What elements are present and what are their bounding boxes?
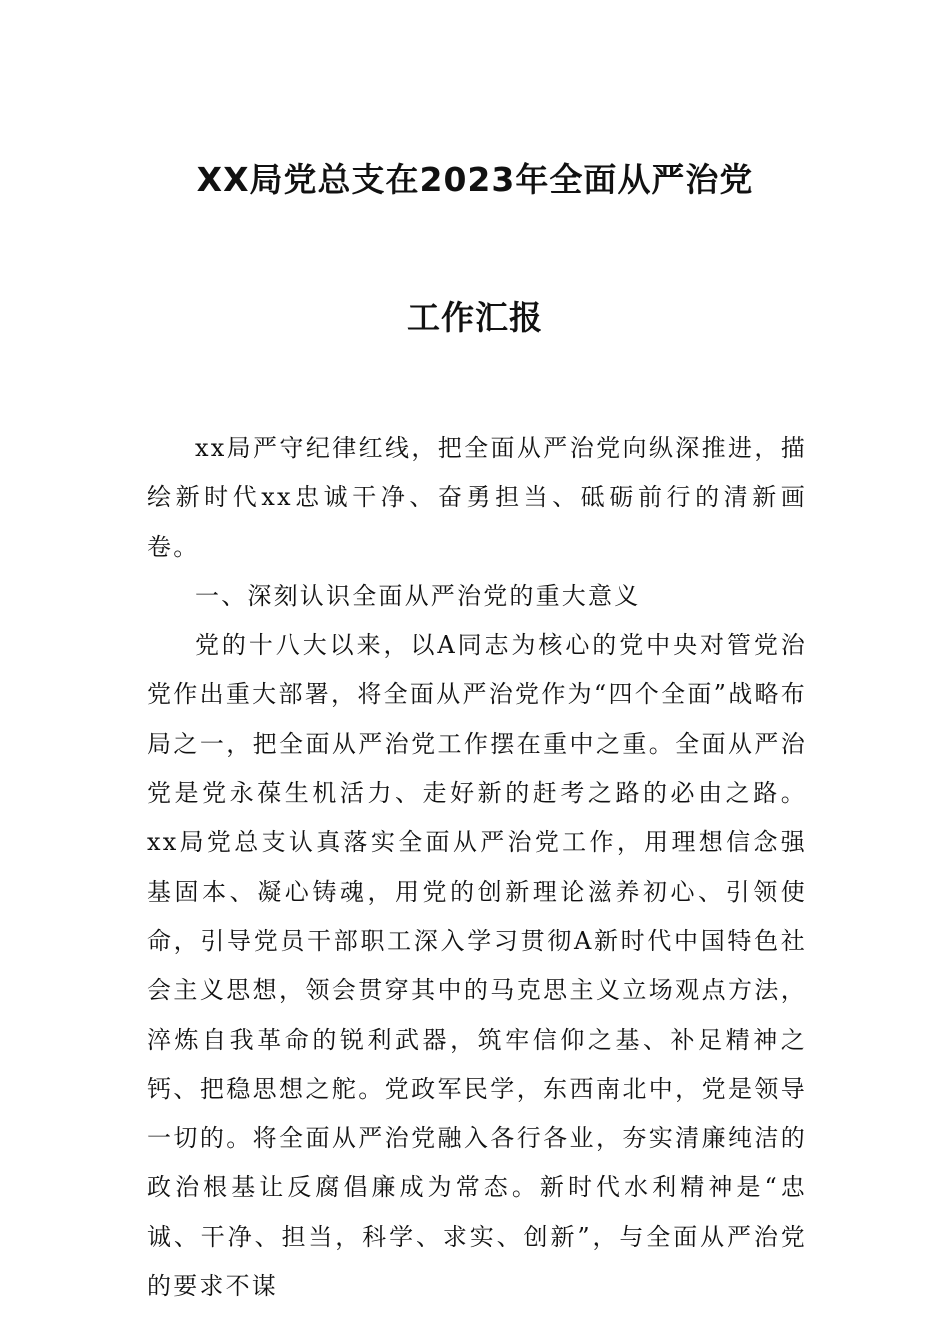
document-title-line-2: 工作汇报 [407, 298, 543, 337]
section-heading: 一、深刻认识全面从严治党的重大意义 [195, 581, 641, 610]
document-title-line-1: XX局党总支在2023年全面从严治党 [196, 160, 754, 199]
intro-paragraph: xx局严守纪律红线，把全面从严治党向纵深推进，描绘新时代xx忠诚干净、奋勇担当、砥砺前行的清新画卷。 [147, 434, 807, 561]
document-body [147, 424, 807, 1311]
body-paragraph: 党的十八大以来，以A同志为核心的党中央对管党治党作出重大部署，将全面从严治党作为“四个全面”战略布局之一，把全面从严治党工作摆在重中之重。全面从严治党是党永葆生机活力、走好新的赶考之路的必由之路。xx局党总支认真落实全面从严治党工作，用理想信念强基固本、凝心铸魂，用党的创新理论滋养初心、引领使命，引导党员干部职工深入学习贯彻A新时代中国特色社会主义思想，领会贯穿其中的马克思主义立场观点方法，淬炼自我革命的锐利武器，筑牢信仰之基、补足精神之钙、把稳思想之舵。党政军民学，东西南北中，党是领导一切的。将全面从严治党融入各行各业，夯实清廉纯洁的政治根基让反腐倡廉成为常态。新时代水利精神是“忠诚、干净、担当，科学、求实、创新”，与全面从严治党的要求不谋 [147, 631, 807, 1301]
